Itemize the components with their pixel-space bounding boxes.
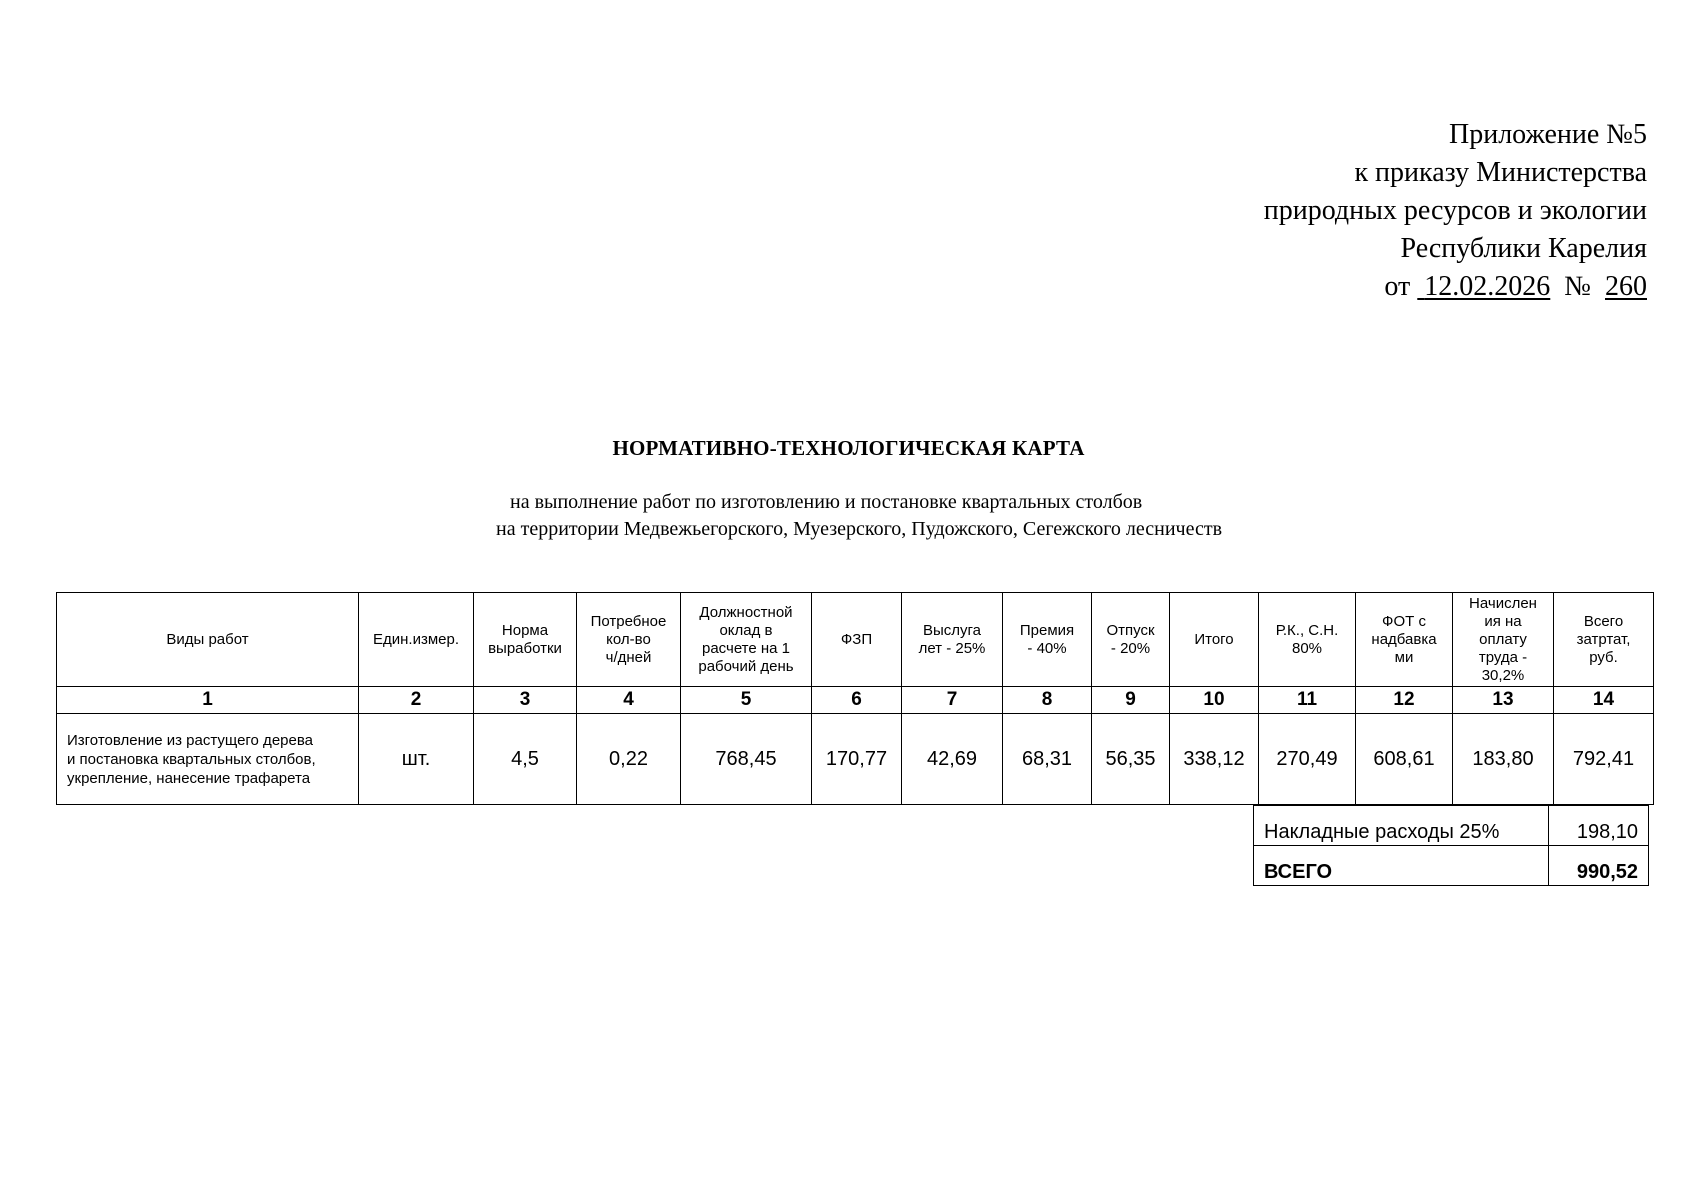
value-cell: 608,61 (1356, 714, 1453, 805)
appendix-date-line (1264, 268, 1647, 306)
cost-table (56, 592, 1654, 805)
header-cell: Потребное кол-во ч/дней (577, 593, 681, 687)
value-cell: 68,31 (1003, 714, 1092, 805)
column-number: 12 (1356, 687, 1453, 714)
column-number: 2 (359, 687, 474, 714)
column-number: 14 (1554, 687, 1654, 714)
grand-total-value: 990,52 (1549, 846, 1649, 886)
column-number: 10 (1170, 687, 1259, 714)
grand-total-row (1254, 846, 1649, 886)
number-label: № (1564, 271, 1591, 302)
subtitle-line-2: на территории Медвежьегорского, Муезерского, Пудожского, Сегежского лесничеств (496, 518, 1223, 540)
appendix-line-1: Приложение №5 (1449, 119, 1647, 150)
value-cell: 170,77 (812, 714, 902, 805)
header-cell: Норма выработки (474, 593, 577, 687)
header-cell: ФОТ с надбавка ми (1356, 593, 1453, 687)
subtitle-line-1: на выполнение работ по изготовлению и постановке квартальных столбов (510, 491, 1143, 513)
header-cell: Р.К., С.Н. 80% (1259, 593, 1356, 687)
column-number: 1 (57, 687, 359, 714)
work-description: Изготовление из растущего дерева и постановка квартальных столбов, укрепление, нанесение трафарета (57, 714, 359, 805)
value-cell: 56,35 (1092, 714, 1170, 805)
appendix-line-2: к приказу Министерства (1354, 157, 1647, 188)
column-number: 9 (1092, 687, 1170, 714)
header-cell: Начислен ия на оплату труда - 30,2% (1453, 593, 1554, 687)
value-cell: 42,69 (902, 714, 1003, 805)
unit-cell: шт. (359, 714, 474, 805)
value-cell: 183,80 (1453, 714, 1554, 805)
value-cell: 0,22 (577, 714, 681, 805)
header-row (57, 593, 1654, 687)
overhead-value: 198,10 (1549, 806, 1649, 846)
column-number-row (57, 687, 1654, 714)
value-cell: 4,5 (474, 714, 577, 805)
header-cell: Должностной оклад в расчете на 1 рабочий день (681, 593, 812, 687)
grand-total-label: ВСЕГО (1254, 846, 1549, 886)
appendix-line-3: природных ресурсов и экологии (1263, 195, 1647, 226)
header-cell: Виды работ (57, 593, 359, 687)
column-number: 13 (1453, 687, 1554, 714)
value-cell: 768,45 (681, 714, 812, 805)
column-number: 3 (474, 687, 577, 714)
order-date: 12.02.2026 (1424, 271, 1551, 302)
header-cell: Выслуга лет - 25% (902, 593, 1003, 687)
column-number: 5 (681, 687, 812, 714)
totals-table (1253, 805, 1649, 886)
header-cell: Отпуск - 20% (1092, 593, 1170, 687)
appendix-block (1264, 116, 1647, 306)
order-number: 260 (1605, 271, 1647, 302)
document-title: НОРМАТИВНО-ТЕХНОЛОГИЧЕСКАЯ КАРТА (612, 436, 1085, 460)
header-cell: Итого (1170, 593, 1259, 687)
table-row (57, 714, 1654, 805)
header-cell: Всего затртат, руб. (1554, 593, 1654, 687)
from-label: от (1384, 271, 1411, 302)
value-cell: 792,41 (1554, 714, 1654, 805)
header-cell: Премия - 40% (1003, 593, 1092, 687)
header-cell: Един.измер. (359, 593, 474, 687)
header-cell: ФЗП (812, 593, 902, 687)
overhead-label: Накладные расходы 25% (1254, 806, 1549, 846)
column-number: 4 (577, 687, 681, 714)
appendix-line-4: Республики Карелия (1400, 233, 1647, 264)
column-number: 8 (1003, 687, 1092, 714)
column-number: 6 (812, 687, 902, 714)
column-number: 11 (1259, 687, 1356, 714)
column-number: 7 (902, 687, 1003, 714)
value-cell: 270,49 (1259, 714, 1356, 805)
value-cell: 338,12 (1170, 714, 1259, 805)
overhead-row (1254, 806, 1649, 846)
